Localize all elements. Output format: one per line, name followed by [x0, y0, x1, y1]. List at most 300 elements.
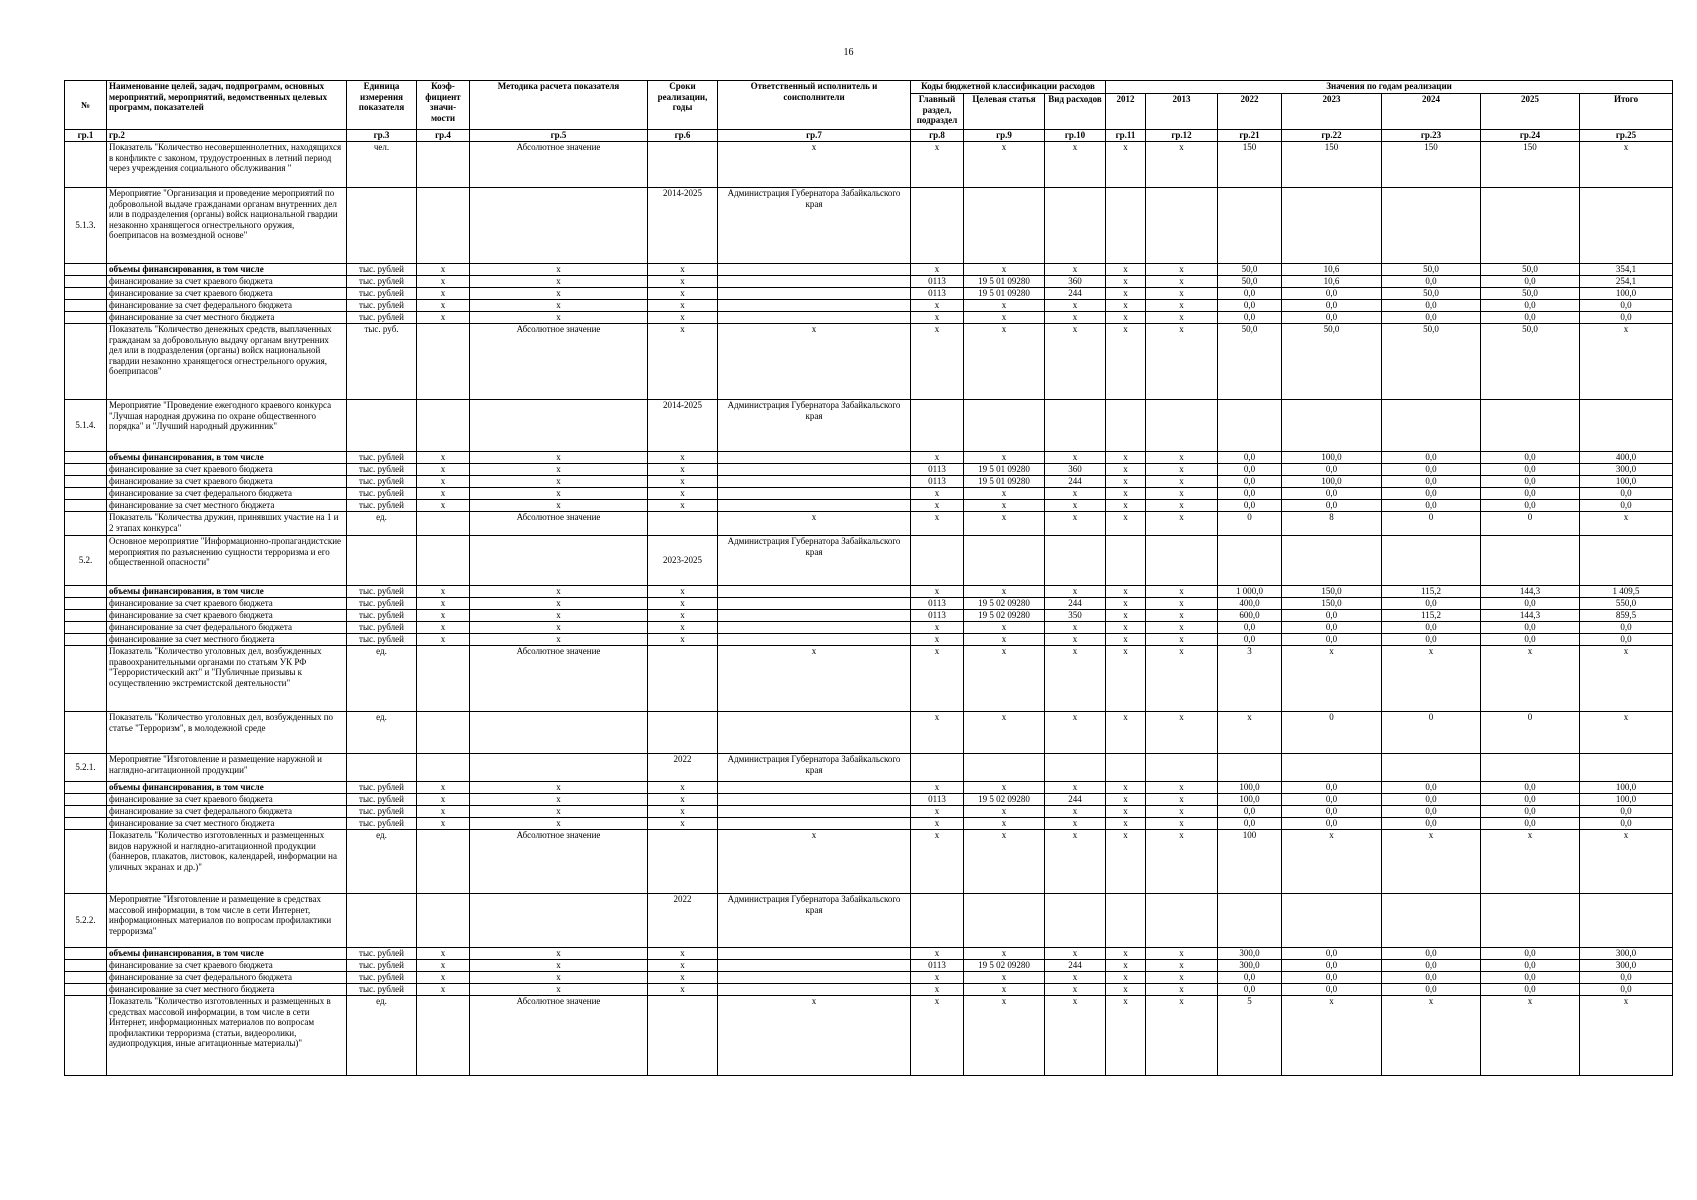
- table-cell: x: [470, 488, 648, 500]
- table-cell: 0,0: [1282, 818, 1382, 830]
- table-cell: 400,0: [1218, 598, 1282, 610]
- table-cell: x: [648, 264, 718, 276]
- table-cell: x: [648, 464, 718, 476]
- table-cell: Администрация Губернатора Забайкальского края: [718, 894, 911, 948]
- table-cell: x: [1106, 622, 1146, 634]
- table-row: [65, 712, 1673, 754]
- table-cell: x: [417, 488, 470, 500]
- table-cell: [718, 264, 911, 276]
- table-cell: 0113: [911, 464, 964, 476]
- table-cell: x: [1106, 794, 1146, 806]
- table-cell: [911, 754, 964, 782]
- table-cell: x: [417, 288, 470, 300]
- table-cell: x: [964, 586, 1045, 598]
- table-row: [65, 300, 1673, 312]
- table-cell: x: [648, 806, 718, 818]
- row-name-cell: финансирование за счет местного бюджета: [107, 984, 347, 996]
- table-cell: x: [648, 948, 718, 960]
- table-cell: 0,0: [1481, 960, 1580, 972]
- table-cell: x: [964, 512, 1045, 536]
- table-row: [65, 488, 1673, 500]
- table-cell: x: [964, 782, 1045, 794]
- table-cell: [417, 996, 470, 1076]
- table-cell: [718, 948, 911, 960]
- table-cell: x: [1146, 264, 1218, 276]
- table-cell: 100,0: [1580, 476, 1673, 488]
- row-name-cell: Мероприятие "Изготовление и размещение наружной и наглядно-агитационной продукции": [107, 754, 347, 782]
- table-cell: ед.: [347, 512, 417, 536]
- row-number-cell: [65, 324, 107, 400]
- header-coef: Коэф-фициент значи-мости: [417, 81, 470, 130]
- row-name-cell: финансирование за счет федерального бюджета: [107, 972, 347, 984]
- row-name-cell: финансирование за счет федерального бюджета: [107, 488, 347, 500]
- table-cell: [347, 536, 417, 586]
- table-cell: x: [1045, 586, 1106, 598]
- table-body: [65, 142, 1673, 1076]
- table-cell: 0,0: [1382, 300, 1481, 312]
- table-cell: x: [1106, 464, 1146, 476]
- table-cell: 300,0: [1580, 948, 1673, 960]
- table-cell: 0,0: [1282, 610, 1382, 622]
- table-cell: ед.: [347, 830, 417, 894]
- table-row: [65, 960, 1673, 972]
- table-cell: x: [1106, 288, 1146, 300]
- table-cell: x: [911, 948, 964, 960]
- column-number: гр.21: [1218, 130, 1282, 142]
- table-cell: 0,0: [1282, 948, 1382, 960]
- table-cell: 115,2: [1382, 610, 1481, 622]
- table-cell: x: [1045, 500, 1106, 512]
- header-year-2025: 2025: [1481, 94, 1580, 130]
- table-cell: x: [470, 276, 648, 288]
- row-name-cell: Показатель "Количество изготовленных и размещенных видов наружной и наглядно-агитационной продукции (баннеров, плакатов, листовок, календарей, информации на уличных экранах и др.)": [107, 830, 347, 894]
- table-cell: Администрация Губернатора Забайкальского края: [718, 188, 911, 264]
- table-cell: x: [1481, 830, 1580, 894]
- table-cell: 19 5 02 09280: [964, 960, 1045, 972]
- table-cell: тыс. рублей: [347, 276, 417, 288]
- table-cell: x: [1146, 598, 1218, 610]
- table-cell: 0,0: [1580, 984, 1673, 996]
- table-cell: x: [1146, 512, 1218, 536]
- table-cell: тыс. рублей: [347, 794, 417, 806]
- table-cell: x: [1045, 324, 1106, 400]
- table-cell: 0113: [911, 794, 964, 806]
- table-cell: тыс. рублей: [347, 452, 417, 464]
- table-cell: [1106, 894, 1146, 948]
- table-cell: 0,0: [1218, 452, 1282, 464]
- table-cell: x: [911, 806, 964, 818]
- table-row: [65, 794, 1673, 806]
- table-cell: x: [911, 312, 964, 324]
- table-row: [65, 634, 1673, 646]
- row-number-cell: [65, 264, 107, 276]
- table-cell: 8: [1282, 512, 1382, 536]
- table-cell: x: [718, 646, 911, 712]
- table-cell: 2014-2025: [648, 400, 718, 452]
- table-cell: [964, 400, 1045, 452]
- table-cell: x: [648, 276, 718, 288]
- table-cell: x: [417, 500, 470, 512]
- table-cell: 0: [1382, 712, 1481, 754]
- row-number-cell: [65, 622, 107, 634]
- table-cell: x: [1106, 830, 1146, 894]
- table-cell: x: [1106, 806, 1146, 818]
- table-cell: 300,0: [1218, 960, 1282, 972]
- row-name-cell: Мероприятие "Организация и проведение мероприятий по добровольной выдаче гражданами органам внутренних дел или в подразделения (органы) войск национальной гвардии незаконно хранящегося огнестрельного оружия, боеприпасов на возмездной основе": [107, 188, 347, 264]
- row-number-cell: [65, 476, 107, 488]
- table-cell: 244: [1045, 598, 1106, 610]
- table-cell: [964, 894, 1045, 948]
- table-cell: 0,0: [1580, 300, 1673, 312]
- table-cell: тыс. рублей: [347, 598, 417, 610]
- table-cell: x: [1045, 452, 1106, 464]
- table-cell: 0,0: [1382, 464, 1481, 476]
- table-cell: x: [964, 830, 1045, 894]
- table-cell: [718, 634, 911, 646]
- table-cell: x: [1106, 300, 1146, 312]
- table-cell: x: [1106, 276, 1146, 288]
- table-cell: 350: [1045, 610, 1106, 622]
- table-row: [65, 972, 1673, 984]
- table-cell: 360: [1045, 276, 1106, 288]
- column-number-row: [65, 130, 1673, 142]
- row-number-cell: [65, 464, 107, 476]
- table-cell: x: [1146, 488, 1218, 500]
- table-cell: x: [1580, 324, 1673, 400]
- table-cell: 0,0: [1382, 782, 1481, 794]
- table-cell: 0: [1382, 512, 1481, 536]
- table-cell: 0,0: [1218, 972, 1282, 984]
- table-cell: x: [1282, 996, 1382, 1076]
- column-number: гр.10: [1045, 130, 1106, 142]
- table-cell: [347, 894, 417, 948]
- table-cell: 19 5 02 09280: [964, 610, 1045, 622]
- table-cell: тыс. рублей: [347, 300, 417, 312]
- row-number-cell: 5.2.1.: [65, 754, 107, 782]
- table-cell: [1282, 754, 1382, 782]
- table-cell: 19 5 02 09280: [964, 794, 1045, 806]
- table-cell: [1282, 400, 1382, 452]
- table-cell: 0,0: [1218, 464, 1282, 476]
- row-number-cell: [65, 312, 107, 324]
- table-cell: x: [1146, 794, 1218, 806]
- table-cell: x: [911, 782, 964, 794]
- table-cell: тыс. рублей: [347, 818, 417, 830]
- table-cell: 50,0: [1481, 288, 1580, 300]
- table-cell: 2014-2025: [648, 188, 718, 264]
- table-cell: x: [964, 984, 1045, 996]
- table-cell: x: [470, 464, 648, 476]
- table-cell: x: [964, 996, 1045, 1076]
- table-cell: 0,0: [1282, 634, 1382, 646]
- table-cell: x: [1045, 818, 1106, 830]
- table-cell: [1045, 536, 1106, 586]
- table-cell: x: [470, 948, 648, 960]
- table-cell: x: [911, 984, 964, 996]
- table-cell: x: [1106, 712, 1146, 754]
- table-cell: Администрация Губернатора Забайкальского края: [718, 754, 911, 782]
- table-row: [65, 646, 1673, 712]
- table-cell: ед.: [347, 646, 417, 712]
- table-cell: [1382, 536, 1481, 586]
- table-cell: тыс. рублей: [347, 312, 417, 324]
- table-cell: 150: [1481, 142, 1580, 188]
- column-number: гр.22: [1282, 130, 1382, 142]
- table-cell: x: [911, 264, 964, 276]
- table-cell: x: [417, 984, 470, 996]
- table-cell: [470, 754, 648, 782]
- table-cell: [911, 400, 964, 452]
- table-cell: x: [470, 452, 648, 464]
- table-row: [65, 754, 1673, 782]
- table-cell: x: [1106, 586, 1146, 598]
- row-name-cell: Показатель "Количества дружин, принявших участие на 1 и 2 этапах конкурса": [107, 512, 347, 536]
- table-cell: x: [964, 818, 1045, 830]
- table-cell: 0,0: [1481, 488, 1580, 500]
- table-cell: 0,0: [1282, 782, 1382, 794]
- table-cell: x: [964, 646, 1045, 712]
- table-cell: x: [964, 948, 1045, 960]
- row-name-cell: финансирование за счет местного бюджета: [107, 634, 347, 646]
- header-year-2024: 2024: [1382, 94, 1481, 130]
- table-cell: тыс. рублей: [347, 464, 417, 476]
- table-cell: x: [1146, 960, 1218, 972]
- table-cell: [964, 188, 1045, 264]
- table-row: [65, 188, 1673, 264]
- table-cell: 0,0: [1218, 300, 1282, 312]
- table-cell: [1106, 536, 1146, 586]
- table-cell: тыс. рублей: [347, 488, 417, 500]
- table-cell: [1218, 894, 1282, 948]
- table-cell: x: [911, 142, 964, 188]
- table-cell: [470, 894, 648, 948]
- table-cell: 50,0: [1218, 276, 1282, 288]
- row-name-cell: финансирование за счет федерального бюджета: [107, 622, 347, 634]
- row-name-cell: финансирование за счет федерального бюджета: [107, 806, 347, 818]
- table-cell: 354,1: [1580, 264, 1673, 276]
- table-cell: [417, 754, 470, 782]
- table-cell: [718, 276, 911, 288]
- table-cell: x: [1218, 712, 1282, 754]
- table-cell: x: [911, 500, 964, 512]
- table-cell: 100,0: [1580, 782, 1673, 794]
- table-cell: 100,0: [1282, 452, 1382, 464]
- table-cell: x: [417, 464, 470, 476]
- row-name-cell: финансирование за счет краевого бюджета: [107, 464, 347, 476]
- table-cell: 0,0: [1481, 300, 1580, 312]
- table-cell: [1218, 754, 1282, 782]
- table-row: [65, 464, 1673, 476]
- table-cell: 244: [1045, 960, 1106, 972]
- table-cell: 0,0: [1481, 452, 1580, 464]
- header-year-2022: 2022: [1218, 94, 1282, 130]
- table-cell: [718, 984, 911, 996]
- table-cell: [718, 610, 911, 622]
- table-cell: тыс. руб.: [347, 324, 417, 400]
- table-cell: 0,0: [1481, 464, 1580, 476]
- header-year-2013: 2013: [1146, 94, 1218, 130]
- table-cell: 144,3: [1481, 586, 1580, 598]
- table-cell: [1382, 188, 1481, 264]
- table-cell: 0,0: [1580, 622, 1673, 634]
- table-cell: x: [1106, 476, 1146, 488]
- row-number-cell: [65, 830, 107, 894]
- table-cell: x: [964, 712, 1045, 754]
- table-cell: 0,0: [1580, 818, 1673, 830]
- table-cell: 0,0: [1382, 598, 1481, 610]
- table-cell: 50,0: [1282, 324, 1382, 400]
- table-cell: Абсолютное значение: [470, 996, 648, 1076]
- table-cell: 300,0: [1580, 960, 1673, 972]
- table-cell: x: [1045, 712, 1106, 754]
- table-cell: x: [648, 324, 718, 400]
- table-cell: x: [470, 288, 648, 300]
- table-cell: тыс. рублей: [347, 806, 417, 818]
- table-cell: x: [911, 488, 964, 500]
- table-cell: [1481, 536, 1580, 586]
- table-cell: 0,0: [1282, 312, 1382, 324]
- row-name-cell: Мероприятие "Изготовление и размещение в средствах массовой информации, в том числе в сети Интернет, информационных материалов по вопросам профилактики терроризма": [107, 894, 347, 948]
- table-row: [65, 610, 1673, 622]
- table-cell: тыс. рублей: [347, 288, 417, 300]
- budget-table: [64, 80, 1673, 1076]
- table-cell: x: [1146, 984, 1218, 996]
- table-cell: x: [911, 996, 964, 1076]
- table-cell: 19 5 02 09280: [964, 598, 1045, 610]
- table-cell: 0,0: [1218, 288, 1282, 300]
- table-cell: x: [417, 276, 470, 288]
- table-cell: тыс. рублей: [347, 634, 417, 646]
- table-cell: 0,0: [1481, 500, 1580, 512]
- table-cell: x: [718, 996, 911, 1076]
- table-cell: [470, 712, 648, 754]
- row-name-cell: объемы финансирования, в том числе: [107, 452, 347, 464]
- table-row: [65, 276, 1673, 288]
- table-cell: [1106, 400, 1146, 452]
- table-cell: x: [911, 634, 964, 646]
- table-cell: x: [911, 622, 964, 634]
- table-cell: x: [911, 324, 964, 400]
- table-cell: 2023-2025: [648, 536, 718, 586]
- table-cell: x: [1106, 782, 1146, 794]
- column-number: гр.5: [470, 130, 648, 142]
- table-cell: x: [1146, 818, 1218, 830]
- table-cell: 0,0: [1218, 984, 1282, 996]
- table-cell: x: [470, 794, 648, 806]
- table-cell: 0,0: [1580, 500, 1673, 512]
- table-cell: x: [470, 312, 648, 324]
- table-cell: тыс. рублей: [347, 622, 417, 634]
- table-cell: ед.: [347, 996, 417, 1076]
- table-cell: 1 000,0: [1218, 586, 1282, 598]
- table-cell: 1 409,5: [1580, 586, 1673, 598]
- table-cell: x: [1045, 972, 1106, 984]
- table-cell: 300,0: [1218, 948, 1282, 960]
- table-cell: x: [1146, 288, 1218, 300]
- row-number-cell: 5.1.4.: [65, 400, 107, 452]
- table-cell: x: [1045, 996, 1106, 1076]
- table-cell: [1045, 400, 1106, 452]
- table-cell: 0,0: [1481, 794, 1580, 806]
- table-cell: 0,0: [1481, 598, 1580, 610]
- table-cell: x: [1106, 512, 1146, 536]
- table-cell: [648, 142, 718, 188]
- table-cell: x: [470, 818, 648, 830]
- table-cell: x: [1106, 142, 1146, 188]
- table-cell: 400,0: [1580, 452, 1673, 464]
- header-kbk-article: Целевая статья: [964, 94, 1045, 130]
- column-number: гр.8: [911, 130, 964, 142]
- table-cell: x: [1106, 610, 1146, 622]
- table-cell: x: [1106, 646, 1146, 712]
- table-cell: тыс. рублей: [347, 500, 417, 512]
- row-number-cell: [65, 598, 107, 610]
- table-cell: x: [648, 818, 718, 830]
- table-cell: x: [1106, 598, 1146, 610]
- table-cell: 0,0: [1282, 794, 1382, 806]
- table-cell: x: [417, 806, 470, 818]
- row-number-cell: [65, 782, 107, 794]
- table-cell: 0,0: [1481, 476, 1580, 488]
- table-cell: x: [417, 586, 470, 598]
- table-cell: [417, 188, 470, 264]
- table-cell: 50,0: [1218, 324, 1282, 400]
- table-cell: 100,0: [1282, 476, 1382, 488]
- table-cell: x: [1106, 324, 1146, 400]
- row-name-cell: объемы финансирования, в том числе: [107, 782, 347, 794]
- table-cell: 100,0: [1580, 794, 1673, 806]
- table-cell: [470, 400, 648, 452]
- table-cell: Абсолютное значение: [470, 142, 648, 188]
- table-cell: x: [470, 586, 648, 598]
- table-cell: x: [648, 634, 718, 646]
- table-cell: 0,0: [1481, 972, 1580, 984]
- row-name-cell: финансирование за счет федерального бюджета: [107, 300, 347, 312]
- table-cell: [718, 712, 911, 754]
- table-cell: [417, 142, 470, 188]
- table-cell: тыс. рублей: [347, 984, 417, 996]
- table-cell: [718, 476, 911, 488]
- table-cell: 0,0: [1580, 312, 1673, 324]
- table-cell: [1481, 400, 1580, 452]
- table-cell: [347, 188, 417, 264]
- table-cell: 0,0: [1580, 634, 1673, 646]
- table-cell: [718, 452, 911, 464]
- table-cell: x: [648, 312, 718, 324]
- table-cell: 100,0: [1218, 794, 1282, 806]
- table-cell: x: [648, 500, 718, 512]
- table-cell: [648, 512, 718, 536]
- table-cell: [1106, 754, 1146, 782]
- table-row: [65, 142, 1673, 188]
- table-cell: 150: [1382, 142, 1481, 188]
- table-row: [65, 984, 1673, 996]
- header-values-group: Значения по годам реализации: [1106, 81, 1673, 94]
- table-cell: 144,3: [1481, 610, 1580, 622]
- table-cell: 0,0: [1382, 476, 1481, 488]
- table-cell: x: [417, 622, 470, 634]
- table-cell: тыс. рублей: [347, 972, 417, 984]
- table-cell: [1218, 400, 1282, 452]
- table-cell: 0,0: [1481, 818, 1580, 830]
- table-cell: 19 5 01 09280: [964, 476, 1045, 488]
- table-cell: x: [1106, 634, 1146, 646]
- row-name-cell: финансирование за счет краевого бюджета: [107, 476, 347, 488]
- table-cell: x: [470, 960, 648, 972]
- table-cell: [417, 536, 470, 586]
- table-cell: [417, 712, 470, 754]
- header-total: Итого: [1580, 94, 1673, 130]
